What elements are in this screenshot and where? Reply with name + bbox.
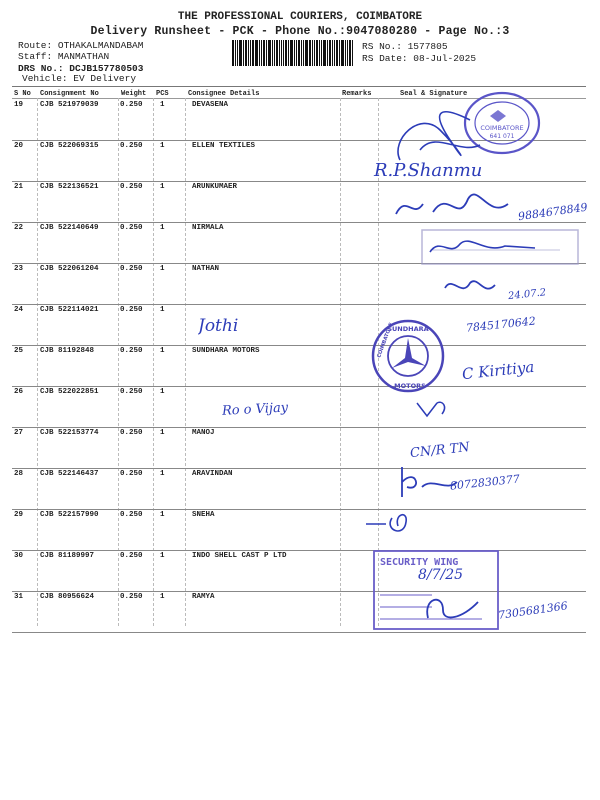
row-weight: 0.250 [120,183,143,191]
col-seal-signature: Seal & Signature [400,90,468,98]
barcode-bar [279,40,280,66]
barcode-bar [319,40,320,66]
signature-row20 [368,152,528,184]
route: Route: OTHAKALMANDABAM [18,40,144,51]
row-consignee: MANOJ [192,429,215,437]
row-divider [12,304,586,305]
stamp-left-text: COIMBATORE [376,321,395,359]
barcode-bar [305,40,308,66]
col-separator [37,98,38,626]
row-consignment-no: CJB 81189997 [40,552,95,560]
row-consignee: ELLEN TEXTILES [192,142,256,150]
barcode [232,40,354,66]
row-sno: 21 [14,183,24,191]
row-consignment-no: CJB 522069315 [40,142,99,150]
row-weight: 0.250 [120,429,143,437]
barcode-bar [232,40,234,66]
barcode-bar [298,40,300,66]
phone-row21 [517,194,600,231]
barcode-bar [237,40,238,66]
barcode-bar [255,40,258,66]
row-sno: 23 [14,265,24,273]
row-weight: 0.250 [120,552,143,560]
row-consignment-no: CJB 521979039 [40,101,99,109]
barcode-bar [243,40,244,66]
barcode-bar [276,40,278,66]
barcode-bar [296,40,297,66]
row-weight: 0.250 [120,388,143,396]
col-separator [153,98,154,626]
signature-row27-text: CN/R TN [409,440,471,462]
col-consignment: Consignment No [40,90,99,98]
col-pcs: PCS [156,90,169,98]
row-pcs: 1 [160,429,165,437]
row-pcs: 1 [160,388,165,396]
barcode-bar [248,40,249,66]
name-row24-text: Jothi [198,316,239,336]
barcode-bar [266,40,267,66]
barcode-bar [312,40,313,66]
barcode-bar [309,40,311,66]
row-pcs: 1 [160,142,165,150]
row-consignment-no: CJB 522157990 [40,511,99,519]
phone-row28 [449,464,561,500]
row-pcs: 1 [160,552,165,560]
row-consignment-no: CJB 522022851 [40,388,99,396]
sundhara-motors-stamp [370,318,446,394]
signature-row20-text: R.P.Shanmu [374,160,483,181]
date-row30-text: 8/7/25 [418,567,464,583]
barcode-bar [290,40,293,66]
barcode-bar [250,40,251,66]
row-sno: 19 [14,101,24,109]
barcode-bar [321,40,322,66]
row-consignment-no: CJB 81192848 [40,347,95,355]
stamp-bottom-text: MOTORS [394,382,426,390]
signature-row31 [418,588,488,628]
row-consignment-no: CJB 522146437 [40,470,99,478]
row-weight: 0.250 [120,306,143,314]
barcode-bar [235,40,236,66]
signature-row21 [388,184,518,226]
drs-number: DRS No.: DCJB157780503 [18,63,144,74]
col-sno: S No [14,90,31,98]
row-sno: 30 [14,552,24,560]
row-pcs: 1 [160,511,165,519]
row-divider [12,509,586,510]
row-pcs: 1 [160,306,165,314]
row-sno: 20 [14,142,24,150]
phone-row21-text: 9884678849 [517,200,589,224]
row-divider [12,345,586,346]
row-weight: 0.250 [120,470,143,478]
col-separator [185,98,186,626]
barcode-bar [239,40,242,66]
row-pcs: 1 [160,183,165,191]
row-consignment-no: CJB 522153774 [40,429,99,437]
row-consignment-no: CJB 522061204 [40,265,99,273]
runsheet-title: Delivery Runsheet - PCK - Phone No.:9047080280 - Page No.:3 [90,25,510,38]
phone-row31-text: 7305681366 [497,599,569,622]
row-consignment-no: CJB 522136521 [40,183,99,191]
row-weight: 0.250 [120,347,143,355]
date-row23-text: 24.07.2 [507,287,547,303]
barcode-bar [259,40,260,66]
staff: Staff: MANMATHAN [18,51,110,62]
signature-row23 [440,273,500,301]
stamp-top-text: SUNDHARA [387,325,429,333]
name-row26-text: Ro o Vijay [221,400,289,419]
row-sno: 25 [14,347,24,355]
row-weight: 0.250 [120,593,143,601]
courier-stamp-city: COIMBATORE [480,124,524,132]
row-sno: 28 [14,470,24,478]
barcode-bar [352,40,353,66]
row-pcs: 1 [160,470,165,478]
barcode-bar [349,40,351,66]
col-weight: Weight [121,90,147,98]
row-consignment-no: CJB 522140649 [40,224,99,232]
row-pcs: 1 [160,101,165,109]
barcode-bar [303,40,304,66]
row-sno: 31 [14,593,24,601]
row-consignee: INDO SHELL CAST P LTD [192,552,287,560]
row-pcs: 1 [160,265,165,273]
barcode-bar [252,40,254,66]
row-pcs: 1 [160,224,165,232]
rs-date: RS Date: 08-Jul-2025 [362,53,477,64]
signature-row22 [425,232,545,262]
row-weight: 0.250 [120,224,143,232]
date-row30 [418,560,498,591]
barcode-bar [314,40,315,66]
row-consignee: DEVASENA [192,101,229,109]
barcode-bar [294,40,295,66]
row-sno: 27 [14,429,24,437]
barcode-bar [261,40,262,66]
col-remarks: Remarks [342,90,372,98]
row-sno: 22 [14,224,24,232]
row-divider [12,468,586,469]
row-consignment-no: CJB 80956624 [40,593,95,601]
barcode-bar [332,40,333,66]
row-consignee: SNEHA [192,511,215,519]
phone-row24-text: 7845170642 [465,314,537,335]
col-consignee: Consignee Details [188,90,260,98]
phone-row24 [465,306,577,342]
row-sno: 26 [14,388,24,396]
row-weight: 0.250 [120,142,143,150]
barcode-bar [323,40,326,66]
barcode-bar [341,40,344,66]
barcode-bar [281,40,282,66]
barcode-bar [334,40,335,66]
security-stamp-label: SECURITY WING [380,557,459,568]
barcode-bar [347,40,348,66]
table-top-border [12,86,586,87]
col-separator [340,98,341,626]
barcode-bar [245,40,247,66]
barcode-bar [336,40,338,66]
row-consignee: SUNDHARA MOTORS [192,347,260,355]
col-separator [118,98,119,626]
phone-row28-text: 8072830377 [449,472,521,493]
rs-number: RS No.: 1577805 [362,41,448,52]
row-consignee: ARAVINDAN [192,470,233,478]
row-consignee: RAMYA [192,593,215,601]
signature-row26 [412,398,452,420]
row-sno: 29 [14,511,24,519]
name-row24 [198,312,278,343]
signature-row25 [461,350,564,391]
barcode-bar [272,40,273,66]
barcode-bar [316,40,318,66]
row-sno: 24 [14,306,24,314]
signature-row25-text: C Kiritiya [461,357,536,384]
row-divider [12,427,586,428]
barcode-bar [263,40,265,66]
barcode-bar [327,40,328,66]
row-consignee: ARUNKUMAER [192,183,238,191]
company-title: THE PROFESSIONAL COURIERS, COIMBATORE [177,11,423,23]
barcode-bar [339,40,340,66]
vehicle: Vehicle: EV Delivery [22,73,137,84]
row-pcs: 1 [160,347,165,355]
barcode-bar [285,40,287,66]
name-row26 [221,392,332,427]
row-consignee: NATHAN [192,265,220,273]
courier-stamp-code: 641 071 [489,133,515,140]
phone-row31 [497,591,600,630]
row-weight: 0.250 [120,265,143,273]
row-consignment-no: CJB 522114021 [40,306,99,314]
row-pcs: 1 [160,593,165,601]
signature-row29 [364,508,434,542]
barcode-bar [345,40,346,66]
barcode-bar [268,40,271,66]
row-consignee: NIRMALA [192,224,224,232]
barcode-bar [329,40,331,66]
barcode-bar [288,40,289,66]
row-weight: 0.250 [120,511,143,519]
barcode-bar [274,40,275,66]
barcode-bar [301,40,302,66]
barcode-bar [283,40,285,66]
row-weight: 0.250 [120,101,143,109]
